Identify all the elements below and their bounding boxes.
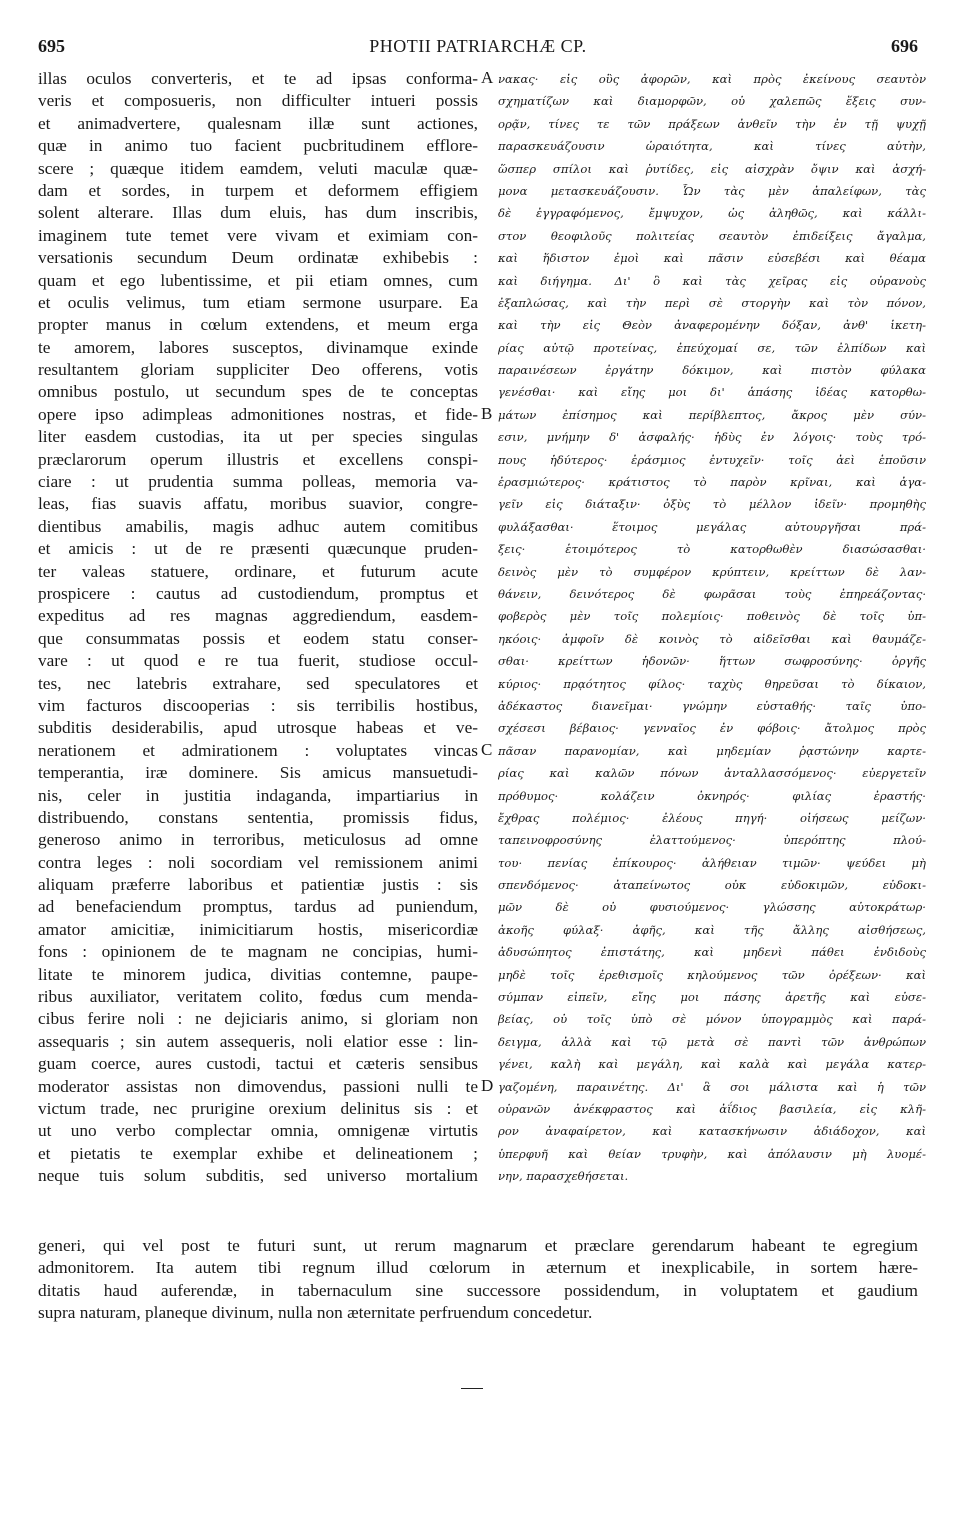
latin-text-line: aliquam præferre laboribus et patientiæ justis : sis: [38, 875, 478, 895]
greek-text-line: ξεις· ἑτοιμότερος τὸ κατορθωθὲν διασώσασθαι·: [498, 542, 926, 557]
latin-text-line: et animadvertere, qualesnam illæ sunt actiones,: [38, 113, 478, 133]
greek-text-line: ὑπερφυῆ καὶ θείαν τρυφὴν, καὶ ἀπόλαυσιν μὴ λυομέ-: [498, 1146, 926, 1161]
greek-text-line: μάτων ἐπίσημος καὶ περίβλεπτος, ἄκρος μὲν σύν-: [498, 407, 926, 422]
greek-text-line: ἐρασμιώτερος· κράτιστος τὸ παρὸν κρῖναι, καὶ ἀγα-: [498, 475, 926, 490]
latin-text-line: resultantem gloriam suppliciter Deo offerens, votis: [38, 360, 478, 380]
greek-text-line: παρασκευάζουσιν ὡραιότητα, καὶ τίνες αὐτὴν,: [498, 139, 926, 154]
latin-text-line: temperantia, iræ dominere. Sis amicus mansuetudi-: [38, 763, 478, 783]
greek-text-line: ἀδυσώπητος ἐπιστάτης, καὶ μηδενὶ πάθει ἐνδιδοὺς: [498, 945, 926, 960]
section-marker-c: C: [481, 740, 493, 759]
latin-text-line: contra leges : noli socordiam vel remissionem animi: [38, 852, 478, 872]
greek-text-line: ὥσπερ σπίλοι καὶ ῥυτίδες, εἰς αἰσχρὰν ὄψιν καὶ ἀσχή-: [498, 161, 926, 176]
greek-text-line: ρίας καὶ καλῶν πόνων ἀνταλλασσόμενος· εὐεργετεῖν: [498, 766, 926, 781]
latin-text-line: scere ; quæque itidem eamdem, veluti maculæ quæ-: [38, 158, 478, 178]
greek-text-line: πρόθυμος· κολάζειν ὀκνηρός· φιλίας ἐραστής·: [498, 788, 926, 803]
latin-text-line: ciare : ut prudentia summa polleas, memoria va-: [38, 472, 478, 492]
latin-text-line: vim facturos discooperias : sis terribilis hostibus,: [38, 695, 478, 715]
greek-text-line: οὐρανῶν ἀνέκφραστος καὶ ἀΐδιος βασιλεία, εἰς κλῆ-: [498, 1101, 926, 1116]
latin-text-line: et oculis velimus, tum etiam sermone usurpare. Ea: [38, 292, 478, 312]
page-number-right: 696: [891, 36, 918, 56]
greek-text-line: ἀδέκαστος διανεῖμαι· γνώμην εὐσταθής· ταῖς ὑπο-: [498, 698, 926, 713]
full-width-text-line: generi, qui vel post te futuri sunt, ut rerum magnarum et præclare gerendarum habeant te egregium: [38, 1236, 918, 1255]
latin-text-line: amator amicitiæ, inimicitiarum hostis, misericordiæ: [38, 919, 478, 939]
greek-text-line: μῶν δὲ οὐ φυσιούμενος· γλώσσης αὐτοκράτωρ·: [498, 900, 926, 915]
latin-text-line: litate te minorem judica, divitias contemne, paupe-: [38, 964, 478, 984]
latin-text-line: omnibus postulo, ut secundum spes de te conceptas: [38, 382, 478, 402]
latin-text-line: dam et sordes, in turpem et deformem effigiem: [38, 180, 478, 200]
latin-text-line: et pietatis te exemplar exhibe et delineationem ;: [38, 1143, 478, 1163]
greek-text-line: σύμπαν εἰπεῖν, εἴης μοι πάσης ἀρετῆς καὶ εὐσε-: [498, 990, 926, 1005]
greek-text-line: ἀκοῆς φύλαξ· ἀφῆς, καὶ τῆς ἄλλης αἰσθήσεως,: [498, 922, 926, 937]
latin-text-line: que consummatas possis et eodem statu conser-: [38, 628, 478, 648]
latin-text-line: leas, fias suavis affatu, moribus suavior, congre-: [38, 494, 478, 514]
latin-text-line: ribus auxiliator, veritatem colito, fœdus cum menda-: [38, 987, 478, 1007]
greek-text-line: γαζομένη, παραινέτης. Δι' ἃ σοι μάλιστα καὶ ἡ τῶν: [498, 1079, 926, 1094]
greek-text-line: σχηματίζων καὶ διαμορφῶν, οὐ χαλεπῶς ἕξεις συν-: [498, 94, 926, 109]
greek-text-line: μηδὲ τοῖς ἐρεθισμοῖς κηλούμενος τῶν ὀρέξεων· καὶ: [498, 967, 926, 982]
latin-text-line: guam coerce, aures custodi, tactui et cæteris sensibus: [38, 1054, 478, 1074]
greek-text-line: ηκόοις· ἀμφοῖν δὲ κοινὸς τὸ αἰδεῖσθαι καὶ θαυμάζε-: [498, 631, 926, 646]
greek-text-line: φοβερὸς μὲν τοῖς πολεμίοις· ποθεινὸς δὲ τοῖς ὑπ-: [498, 609, 926, 624]
latin-text-line: fons : opinionem de te magnam ne concipias, humi-: [38, 942, 478, 962]
greek-text-line: κύριος· πρᾳότητος φίλος· ταχὺς θηρεῦσαι τὸ δίκαιον,: [498, 676, 926, 691]
greek-text-line: ἔχθρας πολέμιος· ἐλέους πηγή· οἰήσεως μείζων·: [498, 810, 926, 825]
greek-text-line: δὲ ἐγγραφόμενος, ἔμψυχον, ὡς ἀληθῶς, καὶ κάλλι-: [498, 206, 926, 221]
greek-text-line: καὶ ἥδιστον ἐμοὶ καὶ πᾶσιν εὐσεβέσι καὶ θέαμα: [498, 251, 926, 266]
latin-text-line: versationis secundum Deum ordinatæ exhibebis :: [38, 248, 478, 268]
greek-text-line: γενέσθαι· καὶ εἴης μοι δι' ἁπάσης ἰδέας κατορθω-: [498, 385, 926, 400]
greek-text-line: γεῖν εἰς διάταξιν· ὀξὺς τὸ μέλλον ἰδεῖν· προμηθὴς: [498, 497, 926, 512]
latin-text-line: nerationem et admirationem : voluptates vincas: [38, 740, 478, 760]
latin-text-line: generoso animo in terroribus, meticulosus ad omne: [38, 830, 478, 850]
full-width-text-line: admonitorem. Ita autem tibi regnum illud cœlorum in æternum et inexplicabile, in sortem hære-: [38, 1258, 918, 1278]
greek-text-line: σχέσεσι βέβαιος· γενναῖος ἐν φόβοις· ἄτολμος πρὸς: [498, 721, 926, 736]
latin-text-line: illas oculos converteris, et te ad ipsas conforma-: [38, 69, 478, 88]
latin-text-line: et amicis : ut de re præsenti quæcunque pruden-: [38, 539, 478, 559]
latin-text-line: quæ in animo tuo facient pucbritudinem efflore-: [38, 136, 478, 156]
greek-column: [498, 68, 926, 1188]
latin-text-line: vare : ut quod e re tua fuerit, studiose occul-: [38, 651, 478, 671]
latin-text-line: ter valeas statuere, ordinare, et futurum acute: [38, 561, 478, 581]
section-marker-a: A: [481, 68, 494, 87]
greek-text-line: θάνειν, δεινότερος δὲ φωρᾶσαι τοὺς ἐπηρεάζοντας·: [498, 586, 926, 601]
page-header: [38, 36, 918, 62]
greek-text-line: δειγμα, ἀλλὰ καὶ τῷ μετὰ σὲ παντὶ τῶν ἀνθρώπων: [498, 1034, 926, 1049]
latin-text-line: dientibus amabilis, magis adhuc autem comitibus: [38, 516, 478, 536]
greek-text-line: ρον ἀναφαίρετον, καὶ κατασκήνωσιν ἀδιάδοχον, καὶ: [498, 1124, 926, 1139]
latin-text-line: quam et ego lubentissime, et pii etiam omnes, cum: [38, 270, 478, 290]
greek-text-line: καὶ τὴν εἰς Θεὸν ἀναφερομένην δόξαν, ἀνθ' ἱκετη-: [498, 318, 926, 333]
section-marker-b: B: [481, 404, 493, 423]
page-number-left: 695: [38, 36, 65, 56]
greek-text-line: σθαι· κρείττων ἡδονῶν· ἥττων σωφροσύνης· ὀργῆς: [498, 654, 926, 669]
latin-text-line: victum trade, nec prurigine orexium delinitus sis : et: [38, 1098, 478, 1118]
latin-text-line: veris et composueris, non difficulter intueri possis: [38, 91, 478, 111]
latin-column: [38, 68, 478, 1188]
full-width-text: [38, 1235, 918, 1325]
section-marker-d: D: [481, 1076, 494, 1095]
greek-text-line: νην, παρασχεθήσεται.: [498, 1169, 629, 1184]
greek-text-line: δεινὸς μὲν τὸ συμφέρον κρύπτειν, κρείττων δὲ λαν-: [498, 564, 926, 579]
latin-text-line: subditis desiderabilis, apud utrosque habeas et ve-: [38, 718, 478, 738]
latin-text-line: moderator assistas non dimovendus, passioni nulli te: [38, 1076, 478, 1096]
greek-text-line: ἐξαπλώσας, καὶ τὴν περὶ σὲ στοργὴν καὶ τὸν πόνον,: [498, 295, 926, 310]
greek-text-line: φυλάξασθαι· ἕτοιμος μεγάλας αὐτουργῆσαι πρά-: [498, 519, 926, 534]
latin-text-line: cibus ferire noli : ne dejiciaris animo, si gloriam non: [38, 1009, 478, 1029]
greek-text-line: καὶ διήγημα. Δι' ὃ καὶ τὰς χεῖρας εἰς οὐρανοὺς: [498, 273, 926, 288]
running-title: PHOTII PATRIARCHÆ CP.: [369, 36, 587, 56]
latin-text-line: prospicere : cautus ad custodiendum, promptus et: [38, 583, 478, 603]
greek-text-line: ρίας αὐτῷ προτείνας, ἐπεύχομαί σε, τῶν ἐλπίδων καὶ: [498, 340, 926, 355]
greek-text-line: γένει, καλὴ καὶ μεγάλη, καὶ καλὰ καὶ μεγάλα κατερ-: [498, 1057, 926, 1072]
greek-text-line: παραινέσεων ἐργάτην δόκιμον, καὶ πιστὸν φύλακα: [498, 363, 926, 378]
greek-text-line: ταπεινοφροσύνης ἐλαττούμενος· ὑπερόπτης πλού-: [498, 833, 926, 848]
greek-text-line: σπενδόμενος· ἀταπείνωτος οὐκ εὐδοκιμῶν, εὐδοκι-: [498, 878, 926, 893]
latin-text-line: tes, nec latebris extrahare, sed speculatores et: [38, 673, 478, 693]
full-width-text-line: supra naturam, planeque divinum, nulla non æternitate perfruendum concedetur.: [38, 1303, 593, 1323]
greek-text-line: βείας, οὐ τοῖς ὑπὸ σὲ μόνον ὑπογραμμὸς καὶ παρά-: [498, 1012, 926, 1027]
latin-text-line: expeditus ad res magnas aggrediendum, easdem-: [38, 606, 478, 626]
latin-text-line: neque tuis solum subditis, sed universo mortalium: [38, 1166, 478, 1186]
greek-text-line: στον θεοφιλοῦς πολιτείας σεαυτὸν ἐπιδείξεις ἄγαλμα,: [498, 228, 926, 243]
greek-text-line: νακας· εἰς οὓς ἀφορῶν, καὶ πρὸς ἐκείνους σεαυτὸν: [498, 72, 926, 86]
greek-text-line: πᾶσαν παρανομίαν, καὶ μηδεμίαν ῥᾳστώνην καρτε-: [498, 743, 926, 758]
latin-text-line: distribuendo, constans sententia, promissis fidus,: [38, 807, 478, 827]
latin-text-line: te amorem, labores susceptos, divinamque exinde: [38, 337, 478, 357]
greek-text-line: εσιν, μνήμην δ' ἀσφαλής· ἡδὺς ἐν λόγοις· τοὺς τρό-: [498, 430, 926, 445]
end-rule: [461, 1388, 483, 1389]
greek-text-line: μονα μετασκευάζουσιν. Ὧν τὰς μὲν ἀπαλείφων, τὰς: [498, 183, 926, 198]
latin-text-line: ad benefaciendum promptus, tardus ad puniendum,: [38, 897, 478, 917]
greek-text-line: ορᾷν, τίνες τε τῶν πράξεων ἀνθεῖν τὴν ἐν τῇ ψυχῇ: [498, 116, 926, 131]
latin-text-line: propter manus in cœlum extendens, et meum erga: [38, 315, 478, 335]
latin-text-line: solent alterare. Illas dum eluis, has dum inscribis,: [38, 203, 478, 223]
latin-text-line: præclarorum operum illustris et excellens conspi-: [38, 449, 478, 469]
latin-text-line: assequaris ; sin autem assequeris, noli elatior esse : lin-: [38, 1031, 478, 1051]
greek-text-line: πους ἡδύτερος· ἐράσμιος ἐντυχεῖν· τοῖς ἀεὶ ἑποῦσιν: [498, 452, 926, 467]
latin-text-line: ut uno verbo complectar omnia, omnigenæ virtutis: [38, 1121, 478, 1141]
latin-text-line: opere ipso adimpleas admonitiones nostras, et fide-: [38, 404, 478, 424]
latin-text-line: liter easdem custodias, ita ut per species singulas: [38, 427, 478, 447]
latin-text-line: nis, celer in justitia indaganda, impartiarius in: [38, 785, 478, 805]
latin-text-line: imaginem tute temet vere vivam et eximiam con-: [38, 225, 478, 245]
greek-text-line: του· πενίας ἐπίκουρος· ἀλήθειαν τιμῶν· ψεύδει μὴ: [498, 855, 926, 870]
full-width-text-line: ditatis haud auferendæ, in tabernaculum sine successore possidendum, in voluptatem et gaudium: [38, 1280, 918, 1300]
